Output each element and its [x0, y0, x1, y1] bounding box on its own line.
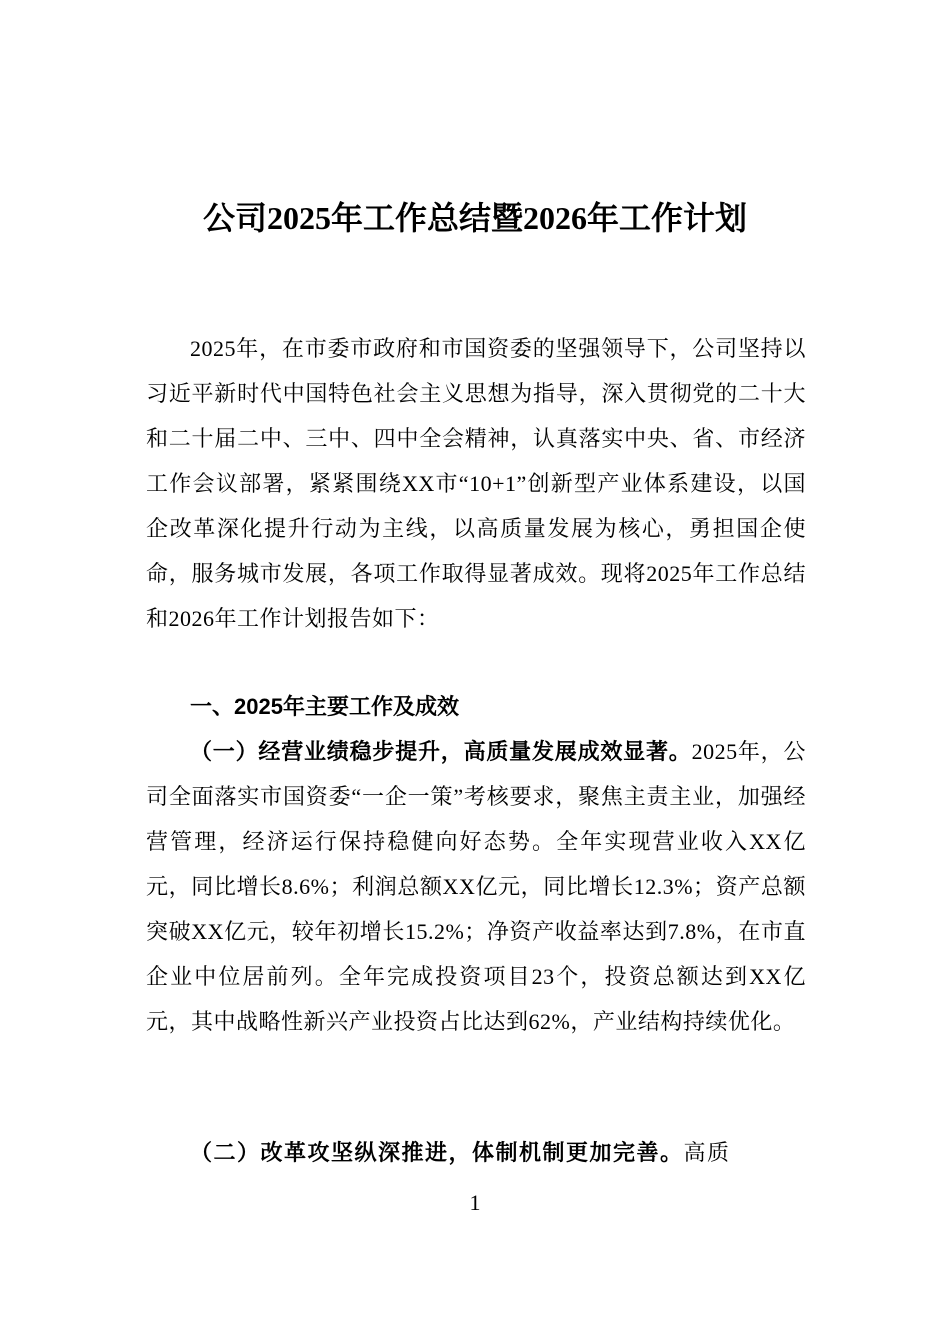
document-title: 公司2025年工作总结暨2026年工作计划 — [202, 200, 747, 236]
subsection-2-paragraph — [146, 1130, 806, 1175]
subsection-1-paragraph — [146, 729, 806, 1044]
subsection-2-lead: （二）改革攻坚纵深推进，体制机制更加完善。 — [190, 1140, 684, 1165]
subsection-2-body: 高质 — [683, 1140, 731, 1165]
section-heading: 一、2025年主要工作及成效 — [190, 694, 459, 719]
intro-paragraph: 2025年，在市委市政府和市国资委的坚强领导下，公司坚持以习近平新时代中国特色社会主义思想为指导，深入贯彻党的二十大和二十届二中、三中、四中全会精神，认真落实中央、省、市经济工作会议部署，紧紧围绕XX市“10+1”创新型产业体系建设，以国企改革深化提升行动为主线，以高质量发展为核心，勇担国企使命，服务城市发展，各项工作取得显著成效。现将2025年工作总结和2026年工作计划报告如下： — [146, 336, 806, 631]
subsection-1-body: 2025年，公司全面落实市国资委“一企一策”考核要求，聚焦主责主业，加强经营管理，经济运行保持稳健向好态势。全年实现营业收入XX亿元，同比增长8.6%；利润总额XX亿元，同比增长12.3%；资产总额突破XX亿元，较年初增长15.2%；净资产收益率达到7.8%，在市直企业中位居前列。全年完成投资项目23个，投资总额达到XX亿元，其中战略性新兴产业投资占比达到62%，产业结构持续优化。 — [146, 739, 806, 1034]
subsection-1-lead: （一）经营业绩稳步提升，高质量发展成效显著。 — [190, 739, 692, 764]
page-number: 1 — [469, 1190, 481, 1215]
